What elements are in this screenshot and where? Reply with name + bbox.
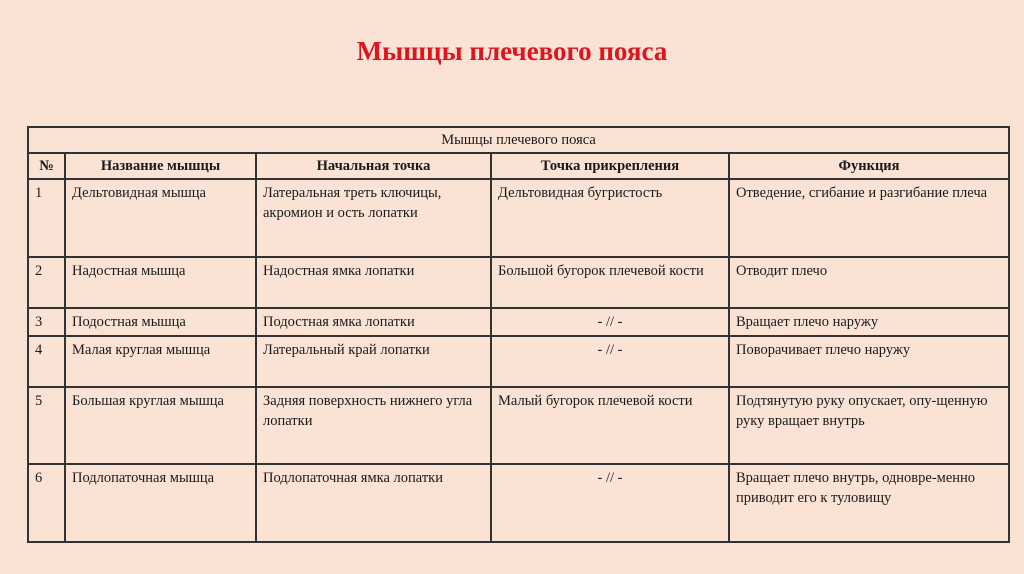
cell-number: 1 xyxy=(28,179,65,257)
header-function: Функция xyxy=(729,153,1009,179)
cell-function: Вращает плечо наружу xyxy=(729,308,1009,336)
table-caption: Мышцы плечевого пояса xyxy=(28,127,1009,153)
cell-muscle-name: Надостная мышца xyxy=(65,257,256,308)
header-insertion: Точка прикрепления xyxy=(491,153,729,179)
table-row xyxy=(28,464,1009,542)
cell-insertion: - // - xyxy=(491,308,729,336)
table-row xyxy=(28,257,1009,308)
table-row xyxy=(28,336,1009,387)
cell-function: Вращает плечо внутрь, одновре-менно приводит его к туловищу xyxy=(729,464,1009,542)
cell-number: 5 xyxy=(28,387,65,464)
cell-origin: Латеральный край лопатки xyxy=(256,336,491,387)
cell-muscle-name: Большая круглая мышца xyxy=(65,387,256,464)
cell-insertion: - // - xyxy=(491,336,729,387)
cell-muscle-name: Малая круглая мышца xyxy=(65,336,256,387)
slide-title: Мышцы плечевого пояса xyxy=(356,36,668,66)
table-caption-row xyxy=(28,127,1009,153)
cell-origin: Латеральная треть ключицы, акромион и ость лопатки xyxy=(256,179,491,257)
table-row xyxy=(28,308,1009,336)
header-origin: Начальная точка xyxy=(256,153,491,179)
cell-insertion: Дельтовидная бугристость xyxy=(491,179,729,257)
cell-origin: Задняя поверхность нижнего угла лопатки xyxy=(256,387,491,464)
muscles-table xyxy=(27,126,1010,543)
cell-insertion: - // - xyxy=(491,464,729,542)
cell-origin: Подлопаточная ямка лопатки xyxy=(256,464,491,542)
cell-function: Подтянутую руку опускает, опу-щенную руку вращает внутрь xyxy=(729,387,1009,464)
header-number: № xyxy=(28,153,65,179)
cell-insertion: Малый бугорок плечевой кости xyxy=(491,387,729,464)
cell-muscle-name: Подостная мышца xyxy=(65,308,256,336)
cell-muscle-name: Подлопаточная мышца xyxy=(65,464,256,542)
header-muscle-name: Название мышцы xyxy=(65,153,256,179)
cell-number: 6 xyxy=(28,464,65,542)
table-row xyxy=(28,179,1009,257)
table-row xyxy=(28,387,1009,464)
cell-number: 3 xyxy=(28,308,65,336)
cell-number: 4 xyxy=(28,336,65,387)
cell-function: Отведение, сгибание и разгибание плеча xyxy=(729,179,1009,257)
cell-insertion: Большой бугорок плечевой кости xyxy=(491,257,729,308)
table-header-row xyxy=(28,153,1009,179)
cell-function: Отводит плечо xyxy=(729,257,1009,308)
cell-function: Поворачивает плечо наружу xyxy=(729,336,1009,387)
cell-muscle-name: Дельтовидная мышца xyxy=(65,179,256,257)
cell-origin: Надостная ямка лопатки xyxy=(256,257,491,308)
cell-origin: Подостная ямка лопатки xyxy=(256,308,491,336)
cell-number: 2 xyxy=(28,257,65,308)
